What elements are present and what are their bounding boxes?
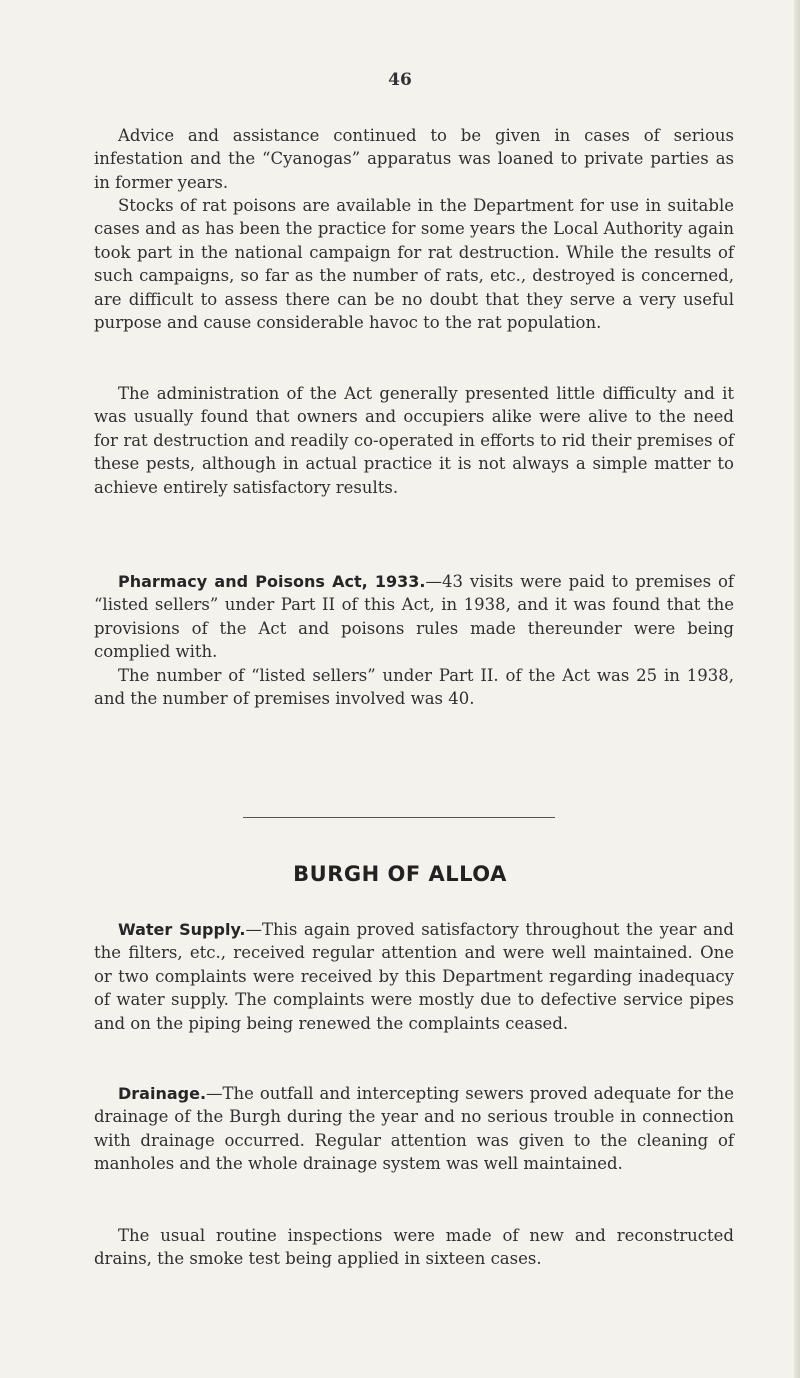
paragraph-drainage — [94, 1082, 734, 1176]
drainage-heading: Drainage. — [118, 1084, 207, 1103]
paragraph-listed-sellers: The number of “listed sellers” under Part II. of the Act was 25 in 1938, and the number of premises involved was 40. — [94, 666, 734, 709]
paragraph-water-supply — [94, 918, 734, 1035]
water-supply-text: —This again proved satisfactory throughout the year and the filters, etc., received regular attention and were well maintained. One or two complaints were received by this Department regarding inadequacy of water supply. The complaints were mostly due to defective service pipes and on the piping being renewed the complaints ceased. — [94, 920, 734, 1033]
paragraph-stocks: Stocks of rat poisons are available in the Department for use in suitable cases and as has been the practice for some years the Local Authority again took part in the national campaign for rat destruction. While the results of such campaigns, so far as the number of rats, etc., destroyed is concerned, are difficult to assess there can be no doubt that they serve a very useful purpose and cause considerable havoc to the rat population. — [94, 196, 734, 333]
pharmacy-heading: Pharmacy and Poisons Act, 1933. — [118, 572, 426, 591]
section-heading-burgh: BURGH OF ALLOA — [293, 862, 507, 886]
water-supply-heading: Water Supply. — [118, 920, 246, 939]
drainage-text: —The outfall and intercepting sewers proved adequate for the drainage of the Burgh during the year and no serious trouble in connection with drainage occurred. Regular attention was given to the cleaning of manholes and the whole drainage system was well maintained. — [94, 1084, 734, 1174]
paragraph-pharmacy — [94, 570, 734, 664]
paragraph-administration: The administration of the Act generally presented little difficulty and it was usually found that owners and occupiers alike were alive to the need for rat destruction and readily co-operated in efforts to rid their premises of these pests, although in actual practice it is not always a simple matter to achieve entirely satisfactory results. — [94, 384, 734, 497]
page-number: 46 — [388, 70, 412, 90]
paragraph-advice: Advice and assistance continued to be given in cases of serious infestation and the “Cyanogas” apparatus was loaned to private parties as in former years. — [94, 126, 734, 192]
section-divider — [243, 817, 555, 818]
page-edge-shadow — [794, 0, 800, 1378]
pharmacy-text: —43 visits were paid to premises of “listed sellers” under Part II of this Act, in 1938, and it was found that the provisions of the Act and poisons rules made thereunder were being complied with. — [94, 572, 734, 662]
paragraph-inspections: The usual routine inspections were made of new and reconstructed drains, the smoke test being applied in sixteen cases. — [94, 1226, 734, 1269]
